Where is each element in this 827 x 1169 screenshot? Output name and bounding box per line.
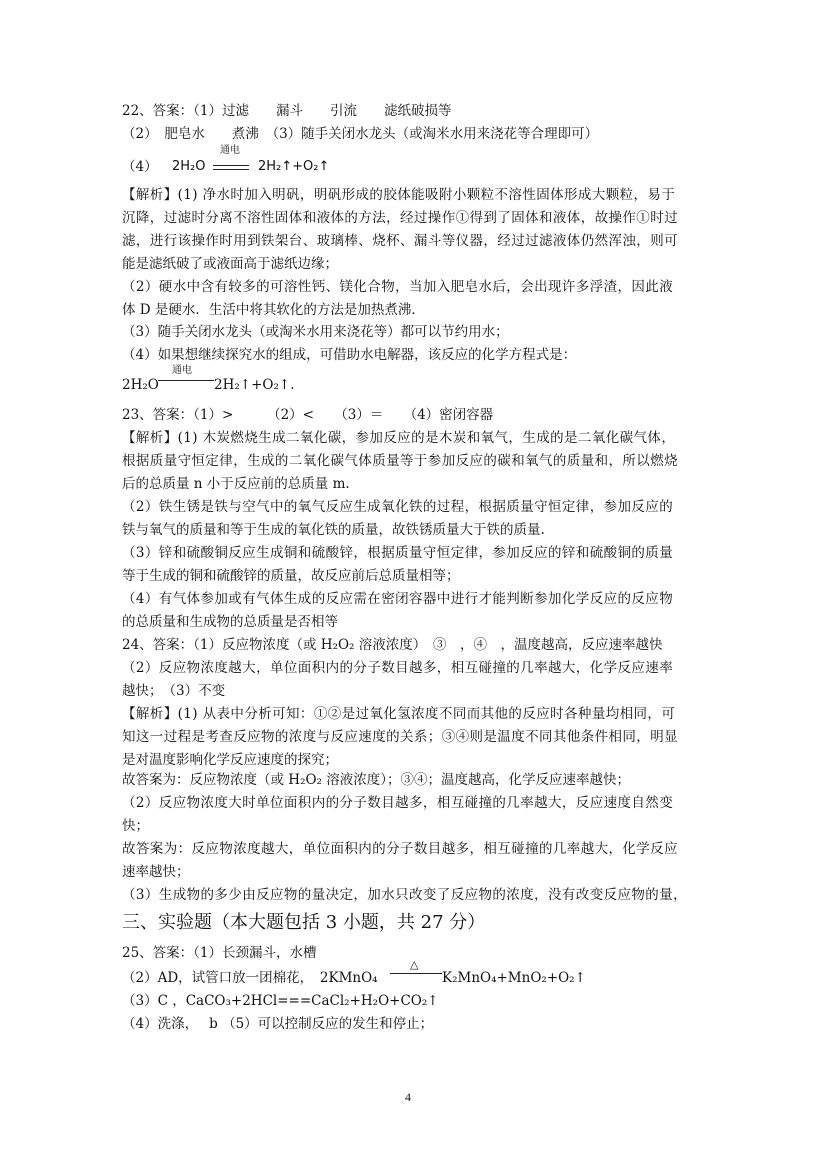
q22-analysis-line-2: 沉降，过滤时分离不溶性固体和液体的方法，经过操作①得到了固体和液体，故操作①时过: [122, 210, 678, 226]
equation-reactant: 2H₂O: [122, 377, 159, 393]
q23-analysis-line-5: 铁与氧气的质量和等于生成的氧化铁的质量，故铁锈质量大于铁的质量.: [122, 522, 545, 538]
q22-analysis-line-7: （3）随手关闭水龙头（或淘米水用来浇花等）都可以节约用水；: [122, 324, 509, 340]
q24-answer-line-3: 越快； （3）不变: [122, 683, 226, 699]
q23-analysis-line-4: （2）铁生锈是铁与空气中的氧气反应生成氧化铁的过程，根据质量守恒定律，参加反应的: [122, 499, 674, 515]
q24-analysis-line-5: （2）反应物浓度大时单位面积内的分子数目越多，相互碰撞的几率越大，反应速度自然变: [122, 795, 674, 811]
q24-analysis-line-7: 故答案为：反应物浓度越大，单位面积内的分子数目越多，相互碰撞的几率越大，化学反应: [122, 841, 678, 857]
equation-prefix: （4）: [122, 159, 158, 175]
q23-analysis-line-1: 【解析】(1) 木炭燃烧生成二氧化碳，参加反应的是木炭和氧气，生成的是二氧化碳气体，: [122, 430, 676, 446]
q23-analysis-line-9: 的总质量和生成物的总质量是否相等: [122, 614, 338, 630]
equation-condition: 通电: [220, 145, 240, 156]
equation-arrow-line: [158, 380, 214, 381]
equation-prefix: （2）AD，试管口放一团棉花， 2KMnO₄: [122, 970, 378, 986]
equation-product: K₂MnO₄+MnO₂+O₂↑: [442, 970, 586, 986]
q23-answer-line: 23、答案：（1）> （2）< （3）＝ （4）密闭容器: [122, 407, 494, 423]
q23-analysis-line-6: （3）锌和硫酸铜反应生成铜和硫酸锌，根据质量守恒定律，参加反应的锌和硫酸铜的质量: [122, 545, 674, 561]
equation-condition: 通电: [172, 365, 192, 376]
q24-analysis-line-3: 是对温度影响化学反应速度的探究；: [122, 752, 338, 768]
q25-answer-line-3: （3）C ，CaCO₃+2HCl===CaCl₂+H₂O+CO₂↑: [122, 993, 439, 1009]
q24-answer-line-1: 24、答案：（1）反应物浓度（或 H₂O₂ 溶液浓度） ③ ，④ ，温度越高，反应速率越快: [122, 637, 663, 653]
equation-reactant: 2H₂O: [172, 159, 206, 174]
equation-condition: △: [410, 958, 419, 971]
section-heading: 三、实验题（本大题包括 3 小题，共 27 分）: [122, 912, 486, 933]
q22-answer-line-1: 22、答案：（1）过滤 漏斗 引流 滤纸破损等: [122, 103, 452, 119]
q24-analysis-line-1: 【解析】(1) 从表中分析可知：①②是过氧化氢浓度不同而其他的反应时各种量均相同，可: [122, 706, 676, 722]
q23-analysis-line-3: 后的总质量 n 小于反应前的总质量 m.: [122, 476, 350, 492]
equation-product: 2H₂↑+O₂↑.: [214, 377, 295, 393]
q22-analysis-line-5: （2）硬水中含有较多的可溶性钙、镁化合物，当加入肥皂水后，会出现许多浮渣，因此液: [122, 279, 674, 295]
q24-analysis-line-6: 快；: [122, 818, 149, 834]
q25-answer-line-4: （4）洗涤， b （5）可以控制反应的发生和停止；: [122, 1016, 434, 1032]
q23-analysis-line-8: （4）有气体参加或有气体生成的反应需在密闭容器中进行才能判断参加化学反应的反应物: [122, 591, 674, 607]
q25-answer-line-1: 25、答案：（1）长颈漏斗，水槽: [122, 945, 317, 961]
q22-analysis-line-8: （4）如果想继续探究水的组成，可借助水电解器，该反应的化学方程式是：: [122, 347, 577, 363]
q24-analysis-line-9: （3）生成物的多少由反应物的量决定，加水只改变了反应物的浓度，没有改变反应物的量，: [122, 887, 687, 903]
q22-answer-line-2: （2） 肥皂水 煮沸 （3）随手关闭水龙头（或淘米水用来浇花等合理即可）: [122, 126, 599, 142]
q22-analysis-line-6: 体 D 是硬水．生活中将其软化的方法是加热煮沸．: [122, 302, 425, 318]
q22-analysis-line-1: 【解析】(1) 净水时加入明矾，明矾形成的胶体能吸附小颗粒不溶性固体形成大颗粒，易于: [122, 187, 676, 203]
q24-analysis-line-4: 故答案为：反应物浓度（或 H₂O₂ 溶液浓度）；③④；温度越高，化学反应速率越快；: [122, 772, 630, 788]
equation-arrow-line-2: [213, 169, 249, 170]
q23-analysis-line-2: 根据质量守恒定律，生成的二氧化碳气体质量等于参加反应的碳和氧气的质量和，所以燃烧: [122, 453, 678, 469]
q24-answer-line-2: （2）反应物浓度越大，单位面积内的分子数目越多，相互碰撞的几率越大，化学反应速率: [122, 660, 674, 676]
page-number: 4: [405, 1090, 411, 1104]
q22-analysis-line-4: 能是滤纸破了或液面高于滤纸边缘；: [122, 256, 338, 272]
q24-analysis-line-2: 知这一过程是考查反应物的浓度与反应速度的关系；③④则是温度不同其他条件相同，明显: [122, 729, 678, 745]
q23-analysis-line-7: 等于生成的铜和硫酸锌的质量，故反应前后总质量相等；: [122, 568, 460, 584]
q22-analysis-line-3: 滤，进行该操作时用到铁架台、玻璃棒、烧杯、漏斗等仪器，经过过滤液体仍然浑浊，则可: [122, 233, 678, 249]
equation-product: 2H₂↑+O₂↑: [258, 159, 330, 174]
equation-arrow-line: [213, 165, 249, 166]
equation-arrow-line: [390, 973, 442, 974]
q24-analysis-line-8: 速率越快；: [122, 864, 190, 880]
